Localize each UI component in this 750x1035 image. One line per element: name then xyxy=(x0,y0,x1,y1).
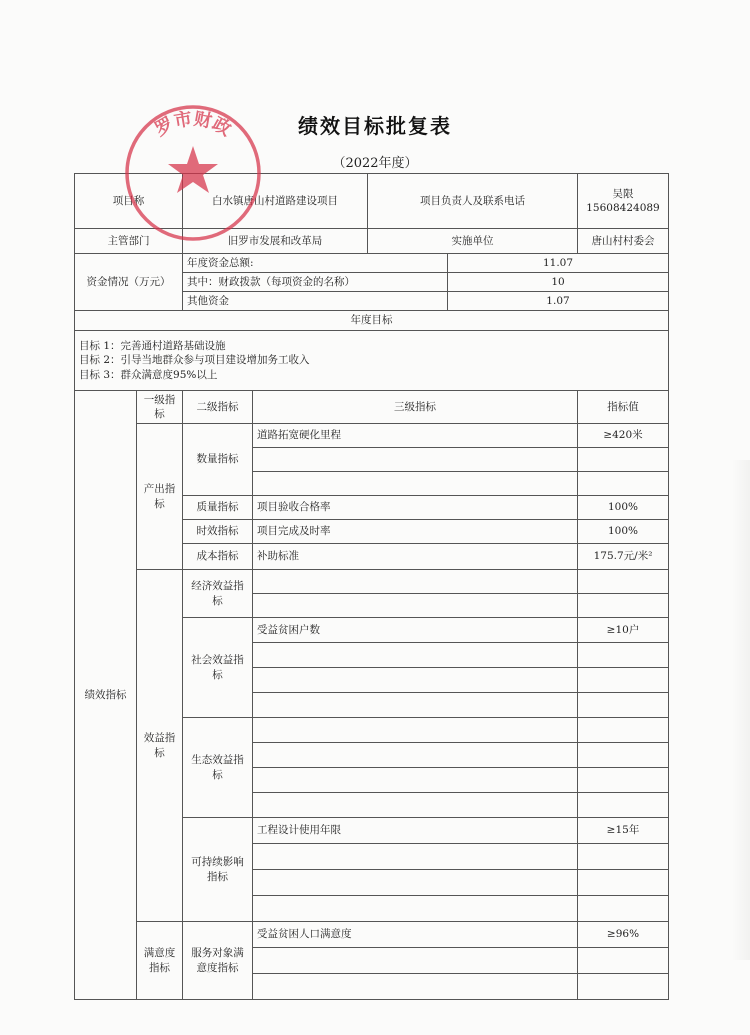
indicator-name-empty xyxy=(253,793,578,818)
indicator-name: 项目完成及时率 xyxy=(253,520,578,544)
social-indicator-label: 社会效益指标 xyxy=(183,618,253,718)
indicator-value-empty xyxy=(578,448,669,472)
impl-value: 唐山村村委会 xyxy=(578,229,669,254)
indicator-value-empty xyxy=(578,768,669,793)
indicator-name-empty xyxy=(253,448,578,472)
contact-value xyxy=(578,174,669,229)
project-name-label: 项目称 xyxy=(75,174,183,229)
document-year: （2022年度） xyxy=(332,156,418,171)
indicator-name-empty xyxy=(253,974,578,1000)
indicator-value: ≥420米 xyxy=(578,424,669,448)
indicator-value-empty xyxy=(578,793,669,818)
ecological-indicator-label: 生态效益指标 xyxy=(183,718,253,818)
indicator-name: 项目验收合格率 xyxy=(253,496,578,520)
dept-value: 旧罗市发展和改革局 xyxy=(183,229,368,254)
performance-indicator-label: 绩效指标 xyxy=(75,391,137,1000)
page-edge-shadow xyxy=(732,460,750,960)
indicator-value-empty xyxy=(578,974,669,1000)
indicator-value-empty xyxy=(578,668,669,693)
benefit-indicator-label: 效益指标 xyxy=(137,570,183,922)
indicator-name-empty xyxy=(253,768,578,793)
contact-label: 项目负责人及联系电话 xyxy=(368,174,578,229)
indicator-value-empty xyxy=(578,948,669,974)
indicator-value-empty xyxy=(578,472,669,496)
quantity-indicator-label: 数量指标 xyxy=(183,424,253,496)
indicator-value-empty xyxy=(578,743,669,768)
indicator-name: 工程设计使用年限 xyxy=(253,818,578,844)
indicator-value: ≥15年 xyxy=(578,818,669,844)
indicator-value-empty xyxy=(578,594,669,618)
indicator-name: 受益贫困人口满意度 xyxy=(253,922,578,948)
indicator-name-empty xyxy=(253,570,578,594)
contact-name: 吴限 xyxy=(612,187,634,200)
performance-table xyxy=(74,173,669,1000)
service-satisfaction-label: 服务对象满意度指标 xyxy=(183,922,253,1000)
col-header-level1: 一级指标 xyxy=(137,391,183,424)
indicator-name-empty xyxy=(253,643,578,668)
sustainable-indicator-label: 可持续影响 指标 xyxy=(183,818,253,922)
indicator-value-empty xyxy=(578,844,669,870)
indicator-value-empty xyxy=(578,570,669,594)
indicator-name: 道路拓宽硬化里程 xyxy=(253,424,578,448)
goal-item: 目标 2：引导当地群众参与项目建设增加务工收入 xyxy=(79,354,310,367)
indicator-name-empty xyxy=(253,668,578,693)
indicator-value: 175.7元/米² xyxy=(578,544,669,570)
indicator-name: 受益贫困户数 xyxy=(253,618,578,643)
economic-indicator-label: 经济效益指标 xyxy=(183,570,253,618)
output-indicator-label: 产出指标 xyxy=(137,424,183,570)
funds-row-label: 其中：财政拨款（每项资金的名称） xyxy=(183,273,448,292)
indicator-value: 100% xyxy=(578,496,669,520)
funds-row-label: 其他资金 xyxy=(183,292,448,311)
indicator-value: 100% xyxy=(578,520,669,544)
goal-item: 目标 1：完善通村道路基础设施 xyxy=(79,340,226,353)
indicator-value: ≥96% xyxy=(578,922,669,948)
funds-row-value: 10 xyxy=(448,273,669,292)
dept-label: 主管部门 xyxy=(75,229,183,254)
cost-indicator-label: 成本指标 xyxy=(183,544,253,570)
funds-row-label: 年度资金总额: xyxy=(183,254,448,273)
funds-row-value: 1.07 xyxy=(448,292,669,311)
seal-text: 罗市财政 xyxy=(151,108,235,141)
indicator-value-empty xyxy=(578,643,669,668)
satisfaction-indicator-label: 满意度指标 xyxy=(137,922,183,1000)
indicator-name-empty xyxy=(253,472,578,496)
goal-item: 目标 3：群众满意度95%以上 xyxy=(79,368,218,381)
document-title: 绩效目标批复表 xyxy=(298,114,452,138)
indicator-name-empty xyxy=(253,870,578,896)
funds-label: 资金情况（万元） xyxy=(75,254,183,311)
indicator-name-empty xyxy=(253,896,578,922)
annual-goal-list xyxy=(75,331,669,391)
impl-label: 实施单位 xyxy=(368,229,578,254)
indicator-value: ≥10户 xyxy=(578,618,669,643)
indicator-name-empty xyxy=(253,844,578,870)
annual-goal-label: 年度目标 xyxy=(75,311,669,331)
indicator-value-empty xyxy=(578,693,669,718)
timeliness-indicator-label: 时效指标 xyxy=(183,520,253,544)
quality-indicator-label: 质量指标 xyxy=(183,496,253,520)
indicator-name-empty xyxy=(253,948,578,974)
col-header-value: 指标值 xyxy=(578,391,669,424)
indicator-value-empty xyxy=(578,870,669,896)
indicator-name-empty xyxy=(253,693,578,718)
contact-phone: 15608424089 xyxy=(586,202,660,214)
col-header-level3: 三级指标 xyxy=(253,391,578,424)
indicator-name-empty xyxy=(253,743,578,768)
indicator-value-empty xyxy=(578,718,669,743)
indicator-name-empty xyxy=(253,594,578,618)
indicator-value-empty xyxy=(578,896,669,922)
indicator-name-empty xyxy=(253,718,578,743)
indicator-name: 补助标准 xyxy=(253,544,578,570)
col-header-level2: 二级指标 xyxy=(183,391,253,424)
project-name-value: 白水镇唐山村道路建设项目 xyxy=(183,174,368,229)
funds-row-value: 11.07 xyxy=(448,254,669,273)
